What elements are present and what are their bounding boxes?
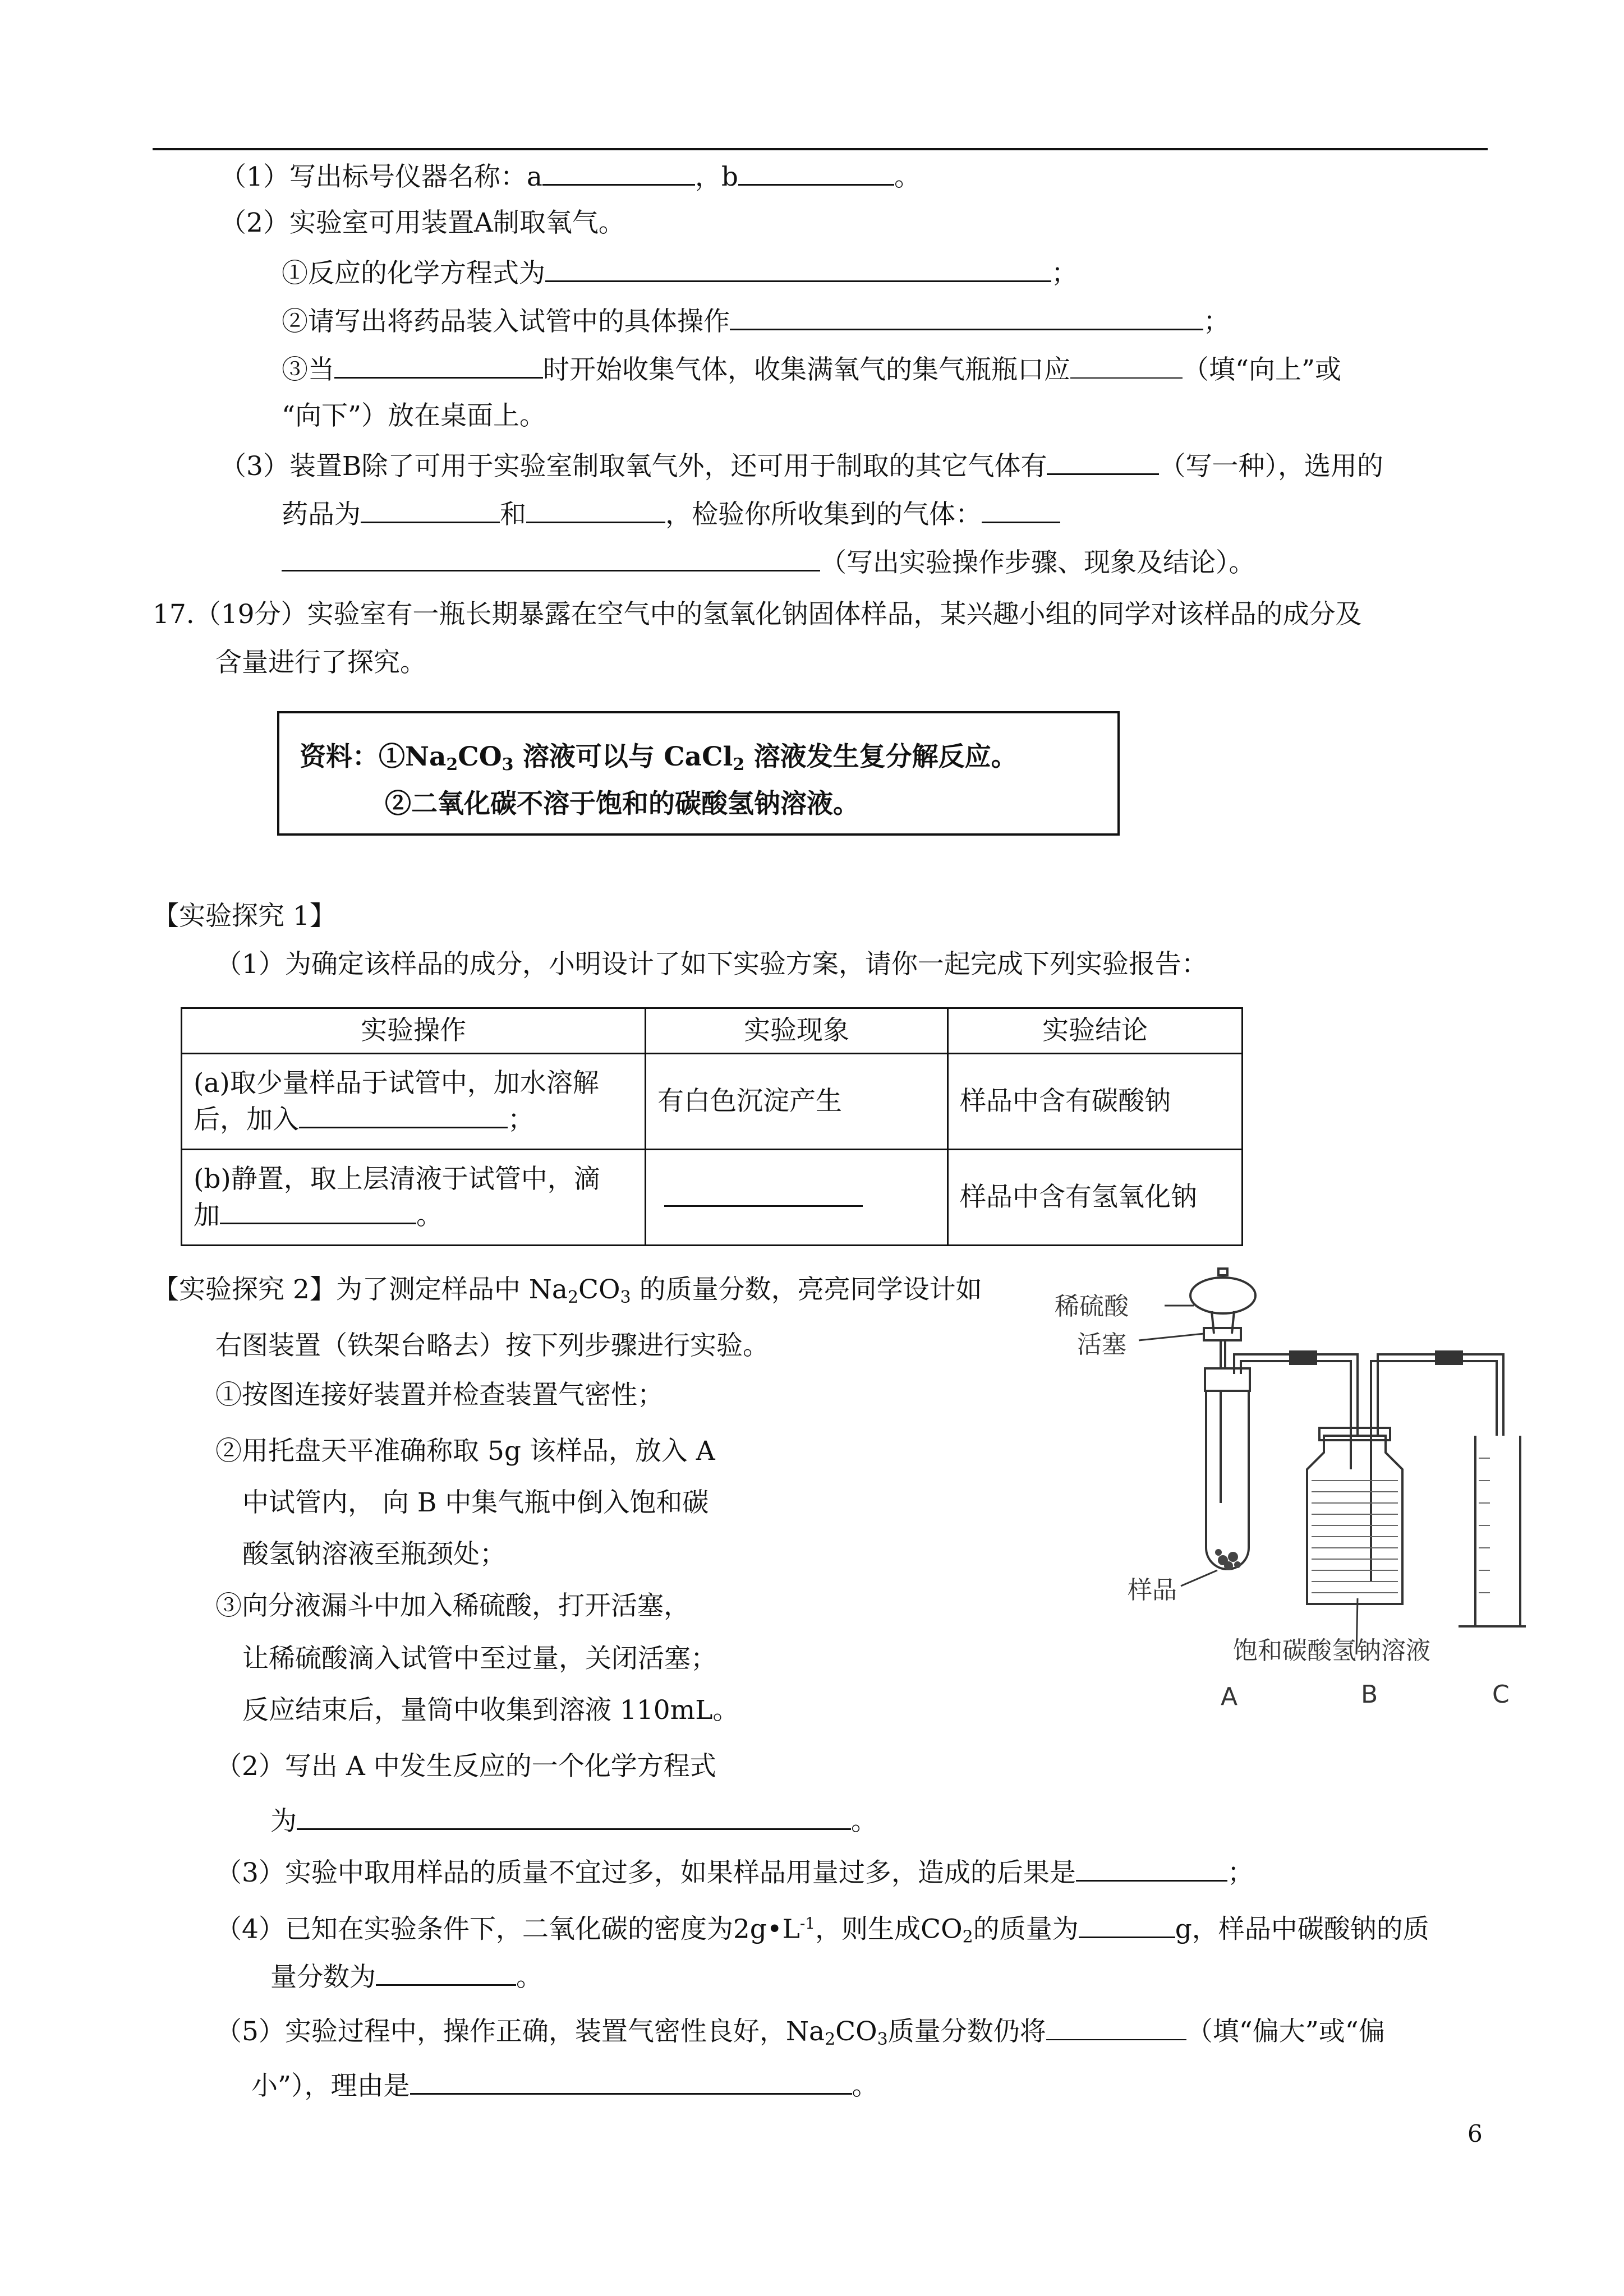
label-stopcock: 活塞 xyxy=(1077,1330,1126,1359)
exp2-step1: ①按图连接好装置并检查装置气密性； xyxy=(215,1380,664,1410)
page-number: 6 xyxy=(1467,2120,1483,2147)
q16-part2-2: ②请写出将药品装入试管中的具体操作 ； xyxy=(282,303,1230,339)
table-header: 实验操作 xyxy=(182,1008,646,1054)
apparatus-figure xyxy=(1043,1267,1526,1727)
answer-blank[interactable] xyxy=(220,1197,416,1224)
answer-blank[interactable] xyxy=(664,1179,863,1207)
table-header: 实验现象 xyxy=(646,1008,948,1054)
stopper-a xyxy=(1205,1368,1250,1391)
q17-intro: 17.（19分）实验室有一瓶长期暴露在空气中的氢氧化钠固体样品，某兴趣小组的同学对该样品的成分及 xyxy=(153,599,1362,630)
table-cell-operation: (a)取少量样品于试管中，加水溶解 后，加入 ； xyxy=(182,1054,646,1150)
q16-part3-cont2: （写出实验操作步骤、现象及结论）。 xyxy=(282,544,1255,580)
answer-blank[interactable] xyxy=(545,255,1051,282)
q2: （2）写出 A 中发生反应的一个化学方程式 xyxy=(215,1751,716,1782)
answer-blank[interactable] xyxy=(526,496,665,523)
q16-part3-cont: 药品为 和 ，检验你所收集到的气体： xyxy=(282,496,1060,532)
info-line-1: 资料：$①Na_2CO_3$ 溶液可以与 CaCl$_2$ 溶液发生复分解反应。 xyxy=(300,741,1018,774)
q16-part2: （2）实验室可用装置A制取氧气。 xyxy=(220,208,625,238)
q2-cont: 为 。 xyxy=(270,1802,877,1838)
exp2-title: 【实验探究 2】为了测定样品中 $Na_2CO_3$ 的质量分数，亮亮同学设计如 xyxy=(153,1274,982,1307)
gas-bottle xyxy=(1307,1436,1402,1604)
experiment-report-table xyxy=(181,1007,1243,1246)
test-tube xyxy=(1206,1391,1249,1569)
answer-blank[interactable] xyxy=(738,158,894,186)
exp1-title: 【实验探究 1】 xyxy=(153,901,336,932)
label-acid: 稀硫酸 xyxy=(1055,1292,1129,1321)
answer-blank[interactable] xyxy=(1046,2013,1186,2040)
answer-blank[interactable] xyxy=(376,1958,516,1986)
table-cell-conclusion: 样品中含有碳酸钠 xyxy=(948,1054,1243,1150)
answer-blank[interactable] xyxy=(982,496,1060,523)
answer-blank[interactable] xyxy=(282,544,820,571)
table-row xyxy=(182,1150,1243,1246)
exp2-step3: ③向分液漏斗中加入稀硫酸，打开活塞， xyxy=(215,1590,690,1621)
funnel-bulb xyxy=(1190,1278,1255,1313)
q16-part1: （1）写出标号仪器名称：a ，b 。 xyxy=(220,158,921,194)
exp2-step2-cont: 中试管内， 向 B 中集气瓶中倒入饱和碳 xyxy=(242,1487,709,1518)
q5-cont: 小”），理由是 。 xyxy=(251,2067,878,2103)
q16-part2-3: ③当 时开始收集气体，收集满氧气的集气瓶瓶口应 （填“向上”或 xyxy=(282,351,1341,387)
info-line-2: ②二氧化碳不溶于饱和的碳酸氢钠溶液。 xyxy=(385,789,859,819)
q5: （5）实验过程中，操作正确，装置气密性良好，$Na_2CO_3$质量分数仍将 （填“偏大”或“偏 xyxy=(215,2013,1385,2057)
answer-blank[interactable] xyxy=(361,496,500,523)
answer-blank[interactable] xyxy=(1076,1854,1227,1882)
table-cell-phenomenon: 有白色沉淀产生 xyxy=(646,1054,948,1150)
answer-blank[interactable] xyxy=(1070,352,1183,379)
answer-blank[interactable] xyxy=(1079,1911,1175,1938)
info-box xyxy=(277,711,1120,836)
label-a: A xyxy=(1221,1682,1238,1711)
exp1-question: （1）为确定该样品的成分，小明设计了如下实验方案，请你一起完成下列实验报告： xyxy=(215,949,1208,980)
q3: （3）实验中取用样品的质量不宜过多，如果样品用量过多，造成的后果是 ； xyxy=(215,1854,1254,1890)
q16-part3: （3）装置B除了可用于实验室制取氧气外，还可用于制取的其它气体有 （写一种），选用的 xyxy=(220,448,1383,483)
q16-part2-1: ①反应的化学方程式为 ； xyxy=(282,255,1078,291)
exp2-step3-cont: 让稀硫酸滴入试管中至过量，关闭活塞； xyxy=(242,1643,717,1674)
exp2-step2-cont2: 酸氢钠溶液至瓶颈处； xyxy=(242,1539,506,1570)
answer-blank[interactable] xyxy=(334,351,543,379)
answer-blank[interactable] xyxy=(299,1101,508,1128)
table-header: 实验结论 xyxy=(948,1008,1243,1054)
label-c: C xyxy=(1492,1680,1510,1709)
answer-blank[interactable] xyxy=(730,303,1203,330)
table-cell-phenomenon xyxy=(646,1150,948,1246)
exp2-step3-cont2: 反应结束后，量筒中收集到溶液 110mL。 xyxy=(242,1695,739,1726)
table-cell-conclusion: 样品中含有氢氧化钠 xyxy=(948,1150,1243,1246)
q4-cont: 量分数为 。 xyxy=(270,1958,542,1994)
answer-blank[interactable] xyxy=(297,1802,851,1830)
exp2-step2: ②用托盘天平准确称取 5g 该样品，放入 A xyxy=(215,1436,715,1467)
answer-blank[interactable] xyxy=(542,158,695,186)
q16-part2-3-cont: “向下”）放在桌面上。 xyxy=(282,400,546,431)
exp2-intro: 右图装置（铁架台略去）按下列步骤进行实验。 xyxy=(215,1330,769,1361)
table-cell-operation: (b)静置，取上层清液于试管中，滴 加 。 xyxy=(182,1150,646,1246)
label-b: B xyxy=(1361,1680,1378,1709)
label-sample: 样品 xyxy=(1128,1576,1177,1605)
stopcock xyxy=(1204,1328,1241,1340)
table-row xyxy=(182,1054,1243,1150)
header-rule xyxy=(153,148,1488,150)
table-header-row xyxy=(182,1008,1243,1054)
answer-blank[interactable] xyxy=(410,2067,852,2095)
q17-intro-cont: 含量进行了探究。 xyxy=(215,647,426,678)
q4: （4）已知在实验条件下，二氧化碳的密度为$2g•L^{-1}$，则生成$CO_2$的质量为 g，样品中碳酸钠的质 xyxy=(215,1907,1429,1954)
label-solution: 饱和碳酸氢钠溶液 xyxy=(1233,1636,1430,1665)
graduated-cylinder xyxy=(1459,1436,1526,1626)
answer-blank[interactable] xyxy=(1047,448,1159,475)
